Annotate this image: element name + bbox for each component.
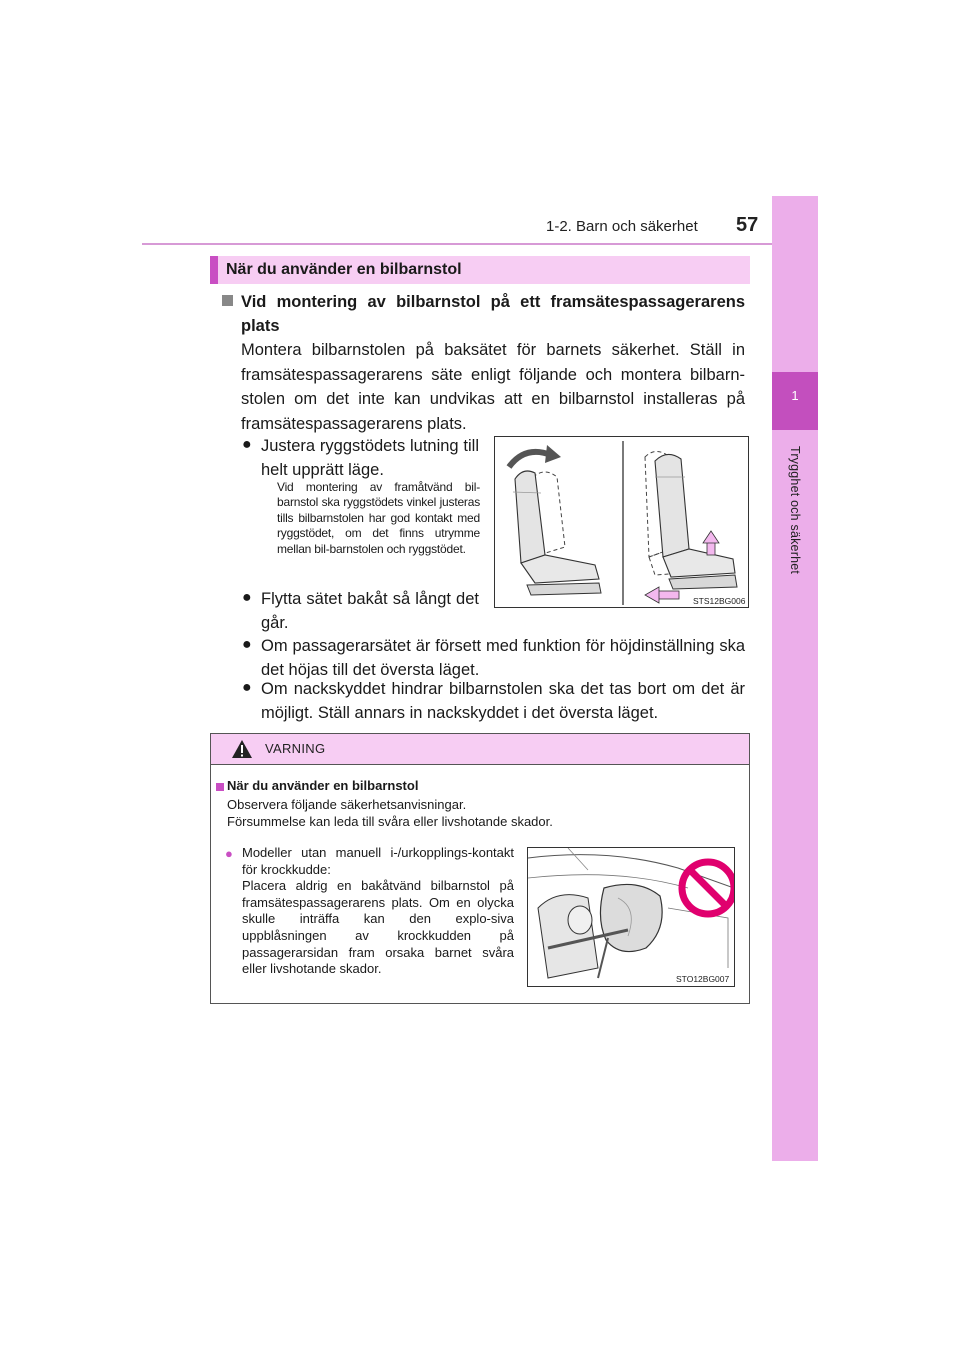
square-bullet-icon: [216, 783, 224, 791]
page-number: 57: [736, 214, 759, 236]
figure-code: STO12BG007: [676, 974, 730, 984]
warning-header: [211, 734, 749, 765]
subheading: Vid montering av bilbarnstol på ett framsätespassagerarens plats: [241, 293, 745, 335]
airbag-warning-figure: [527, 847, 735, 987]
running-header-section: 1-2. Barn och säkerhet: [546, 218, 698, 235]
bullet-icon: ●: [242, 589, 252, 606]
bullet-icon: ●: [242, 679, 252, 696]
header-rule: [142, 243, 818, 245]
airbag-illustration: [528, 848, 734, 986]
bullet-icon: ●: [242, 436, 252, 453]
bullet-note: Vid montering av framåtvänd bil-barnstol ska ryggstödets vinkel justeras tills bilbarnstolen har god kontakt med ryggstödet, om det finns utrymme mellan bil-barnstolen och ryggstödet.: [277, 480, 480, 556]
warning-subheading: När du använder en bilbarnstol: [227, 778, 419, 793]
figure-code: STS12BG006: [693, 596, 746, 606]
chapter-tab: [772, 196, 818, 1161]
chapter-label: Trygghet och säkerhet: [788, 445, 802, 575]
bullet-item: Om nackskyddet hindrar bilbarnstolen ska det tas bort om det är möjligt. Ställ annars in nackskyddet i det översta läget.: [261, 680, 745, 722]
body-paragraph: Montera bilbarnstolen på baksätet för barnets säkerhet. Ställ in framsätespassagerarens säte enligt följande och montera bilbarn-stolen om det inte kan undvikas att en bilbarnstol installeras på framsätespassagerarens plats.: [241, 341, 745, 433]
section-heading: När du använder en bilbarnstol: [210, 256, 750, 284]
seat-adjustment-figure: [494, 436, 749, 608]
chapter-number: 1: [791, 388, 799, 403]
bullet-icon: ●: [225, 846, 233, 861]
warning-box: [210, 733, 750, 1004]
bullet-item: Justera ryggstödets lutning till helt upprätt läge.: [261, 437, 479, 479]
warning-title: VARNING: [265, 741, 326, 756]
square-bullet-icon: [222, 295, 233, 306]
bullet-item: Om passagerarsätet är försett med funktion för höjdinställning ska det höjas till det översta läget.: [261, 637, 745, 679]
warning-bullet-item: Modeller utan manuell i-/urkopplings-kontakt för krockkudde: Placera aldrig en bakåtvänd bilbarnstol på framsätespassagerarens plats. Om en olycka skulle inträffa kan den explo-siva uppblåsningen av krockkudden på passagerarsidan fram orsaka barnet svåra eller livshotande skador.: [242, 845, 514, 977]
bullet-item: Flytta sätet bakåt så långt det går.: [261, 590, 479, 632]
seat-illustration: [495, 437, 748, 607]
warning-paragraph: Observera följande säkerhetsanvisningar. Försummelse kan leda till svåra eller livshotande skador.: [227, 797, 553, 829]
bullet-icon: ●: [242, 636, 252, 653]
warning-icon: [231, 739, 253, 759]
